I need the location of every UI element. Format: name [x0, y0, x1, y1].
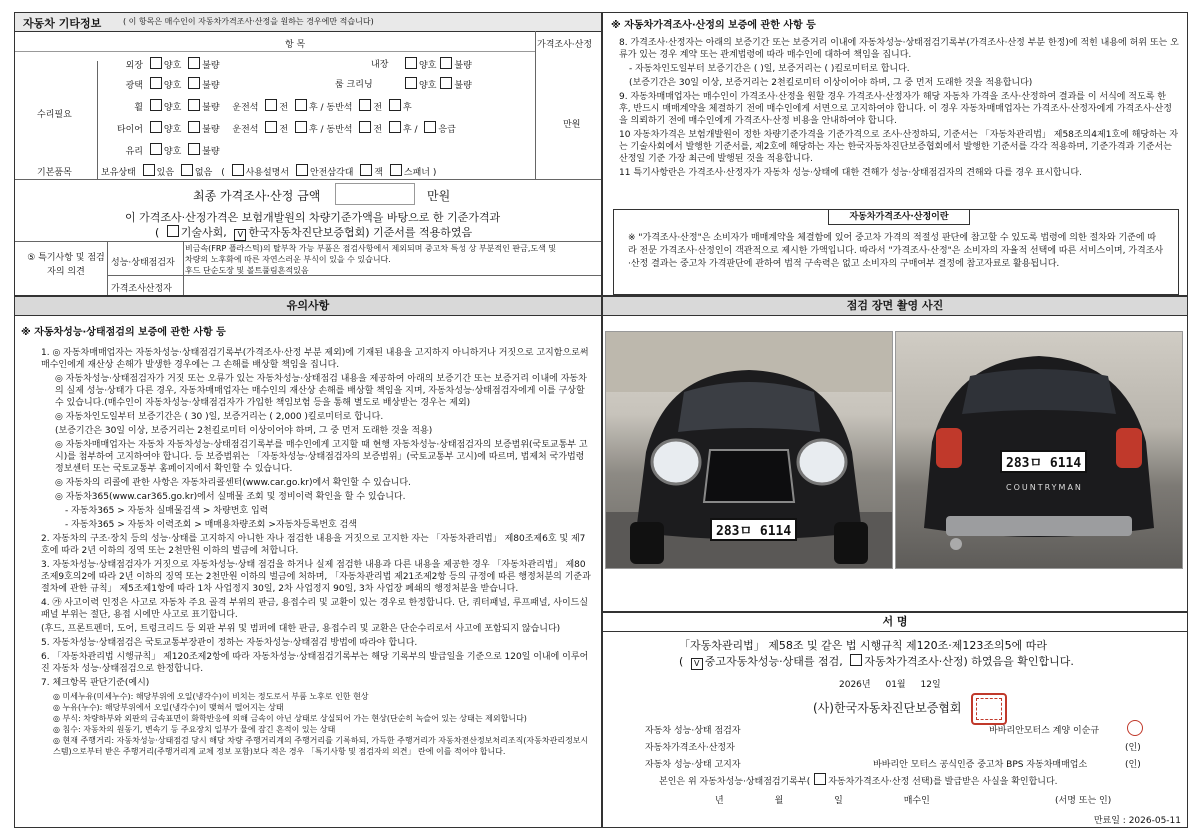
buyer-year: 년: [715, 796, 724, 806]
checkbox[interactable]: [359, 99, 371, 111]
checkbox[interactable]: [424, 121, 436, 133]
option-label: 있음: [156, 168, 175, 178]
option-label: 불량: [202, 103, 220, 113]
checkbox[interactable]: [440, 57, 452, 69]
option-label: 양호: [163, 147, 182, 157]
divider: [107, 241, 108, 296]
buyer-line-a: 본인은 위 자동차성능·상태점검기록부(: [659, 777, 811, 787]
photos-header: 점검 장면 촬영 사진: [603, 297, 1187, 316]
inspector-seal-icon: [1127, 720, 1143, 736]
issue-month: 01월: [885, 680, 906, 690]
notice-p5: 5. 자동차성능·상태점검은 국토교통부장관이 정하는 자동차성능·상태점검 방법에 따라야 합니다.: [41, 638, 418, 648]
option-label: (: [221, 168, 225, 178]
notice-p2: 2. 자동차의 구조·장치 등의 성능·상태를 고지하지 아니한 자나 점검한 내용을 거짓으로 고지한 자는 「자동차관리법」 제80조제6호 및 제7호에 따라 2년 이하의 징역 또는 2천만원 이하의 벌금에 처합니다.: [41, 534, 586, 556]
warranty-item-8-note: (보증기간은 30일 이상, 보증거리는 2천킬로미터 이상이어야 하며, 그 중 먼저 도래한 것을 적용합니다): [629, 78, 1033, 88]
notice-p1c: ◎ 자동차인도일부터 보증기간은 ( 30 )일, 보증거리는 ( 2,000 )킬로미터로 합니다.: [55, 412, 384, 422]
row-wheel: [109, 99, 529, 113]
basis-line: [155, 224, 472, 241]
checkbox[interactable]: [188, 77, 200, 89]
warranty-item-8-dist: - 자동차인도일부터 보증기간은 ( )일, 보증거리는 ( )킬로미터로 합니다.: [629, 64, 910, 74]
option-label: 응급: [438, 125, 456, 135]
checkbox[interactable]: [359, 121, 371, 133]
meaning-text: ※ "가격조사·산정"은 소비자가 매매계약을 체결함에 있어 중고차 가격의 적절성 판단에 참고할 수 있도록 법령에 의한 절차와 기준에 따라 전문 가격조사·산정인이 객관적으로 제시한 가액입니다. 따라서 "가격조사·산정"은 소비자의 자율적 선택에 따른 서비스이며, 가격조사·산정 결과는 중고차 가격판단에 관하여 법적 구속력은 없고 소비자의 구매여부 결정에 참고자료로 활용됩니다.: [628, 233, 1164, 269]
row-exterior: [109, 57, 529, 71]
option-label: 전: [373, 103, 383, 113]
special-appraiser-label: 가격조사산정자: [111, 284, 172, 294]
special-inspector-label: 성능·상태점검자: [111, 258, 175, 268]
checkbox[interactable]: [143, 164, 155, 176]
option-label: 후 / 동반석: [308, 125, 353, 135]
expiry-date: 만료일 : 2026-05-11: [1093, 816, 1181, 826]
issue-date: [839, 677, 941, 690]
option-label: 불량: [202, 147, 220, 157]
notice-p6: 6. 「자동차관리법 시행규칙」 제120조제2항에 따라 자동차성능·상태점검기록부는 해당 기록부의 발급일을 기준으로 120일 이내에 이루어진 자동차 성능·상태점검으로 한정합니다.: [41, 652, 589, 674]
notice-p3: 3. 자동차성능·상태점검자가 거짓으로 자동차성능·상태 점검을 하거나 실제 점검한 내용과 다른 내용을 제공한 경우 「자동차관리법」 제80조제9호의2에 따라 2년 이하의 징역 또는 2천만원 이하의 벌금에 처하며, 「자동차관리법 제21조제2항 등의 규정에 따른 행정처분의 기준과 절차에 관한 규칙」 제5조제1항에 따라 1차 사업정지 30일, 2차 사업정지 90일, 3차 사업장 폐쇄의 행정처분을 받습니다.: [41, 560, 591, 594]
checkbox[interactable]: [181, 164, 193, 176]
checkbox[interactable]: [150, 99, 162, 111]
divider: [15, 241, 601, 242]
notice-panel: [14, 296, 602, 828]
confirm-line: [679, 653, 1074, 670]
option-label: 없음: [194, 168, 213, 178]
checkbox-price-check[interactable]: [850, 654, 862, 666]
warranty-panel: [602, 12, 1188, 296]
option-label: 전: [279, 103, 289, 113]
notice-p7b: ◎ 누유(누수): 해당부위에서 오일(냉각수)이 맺혀서 떨어지는 상태: [53, 703, 284, 712]
row-tire: [109, 121, 529, 135]
checkbox[interactable]: [150, 121, 162, 133]
row-label: 외장: [125, 61, 143, 71]
notice-p1e: ◎ 자동차매매업자는 자동차 자동차성능·상태점검기록부를 매수인에게 고지할 때 현행 자동차성능·상태점검자의 보증범위(국토교통부 고시)를 첨부하여 고지하여야 합니다. 등 보증범위는 「자동차성능·상태점검자의 보증범위」(국토교통부 고시)에 따르며, 법제처 국가법령정보센터 또는 국토교통부 홈페이지에서 확인할 수 있습니다.: [55, 440, 588, 474]
notice-p1d: (보증기간은 30일 이상, 보증거리는 2천킬로미터 이상이어야 하며, 그 중 먼저 도래한 것을 적용): [55, 426, 433, 436]
checkbox[interactable]: [188, 143, 200, 155]
warranty-item-11: 11 특기사항란은 가격조사·산정자가 자동차 성능·상태에 대한 견해가 성능·상태점검자의 견해와 다를 경우 표시합니다.: [619, 168, 1082, 178]
misc-title: 자동차 기타정보: [23, 17, 102, 30]
checkbox[interactable]: [440, 77, 452, 89]
option-label: 후: [402, 103, 412, 113]
final-price-unit: 만원: [427, 189, 451, 203]
buyer-confirm-line: [659, 773, 1058, 787]
row-label: 휠: [134, 103, 143, 113]
meaning-box: [613, 209, 1179, 295]
group-repair-label: 수리필요: [37, 110, 72, 120]
notice-title: ※ 자동차성능·상태점검의 보증에 관한 사항 등: [21, 327, 226, 338]
notice-p7: 7. 체크항목 판단기준(예시): [41, 678, 150, 688]
checkbox[interactable]: [188, 121, 200, 133]
option-label: 스패너 ): [403, 168, 437, 178]
divider: [535, 31, 536, 179]
signature-header: 서 명: [603, 613, 1187, 632]
final-price-input[interactable]: [335, 183, 415, 205]
option-label: 사용설명서: [245, 168, 290, 178]
option-label: 중고자동차성능·상태를 점검,: [704, 655, 843, 668]
divider: [107, 275, 602, 276]
row-label: 광택: [125, 81, 143, 91]
inspector-name: 바바리안모터스 계양 이순규: [989, 726, 1100, 736]
checkbox-association[interactable]: [234, 229, 246, 241]
row-label: 유리: [125, 147, 143, 157]
notice-p1f: ◎ 자동차의 리콜에 관한 사항은 자동차리콜센터(www.car.go.kr)에서 확인할 수 있습니다.: [55, 478, 411, 488]
option-label: 양호: [419, 81, 437, 91]
basis-open: (: [155, 226, 160, 239]
notice-p4: 4. ㉮ 사고이력 인정은 사고로 자동차 주요 골격 부위의 판금, 용접수리 및 교환이 있는 경우로 한정합니다. 단, 쿼터패널, 루프패널, 사이드실패널 부위는 절단, 용접 시에만 사고로 표기합니다.: [41, 598, 589, 620]
col-price-header: 가격조사·산정: [537, 40, 593, 50]
checkbox[interactable]: [405, 77, 417, 89]
appraiser-seal: (인): [1125, 743, 1141, 753]
association-seal-icon: [971, 693, 1007, 725]
option-label: 자동차가격조사·산정) 하였음을 확인합니다.: [864, 655, 1074, 668]
issue-day: 12일: [920, 680, 941, 690]
option-label: 양호: [163, 125, 182, 135]
checkbox[interactable]: [360, 164, 372, 176]
notice-list: [41, 347, 593, 757]
special-line-2: 차량의 노후화에 따른 자연스러운 부식이 있을 수 있습니다.: [185, 255, 391, 264]
buyer-line-b: 자동차가격조사·산정 선택)를 발급받은 사실을 확인합니다.: [828, 777, 1058, 787]
front-license-plate: 283ㅁ 6114: [710, 518, 797, 541]
notice-p7e: ◎ 현재 주행거리: 자동차성능·상태점검 당시 해당 차량 주행거리계의 주행거리를 기록하되, 가득한 주행거리가 자동차전산정보처리조직(자동차관리정보시스템)으로부터 받은 주행거리(주행거리계 교체 정보 포함)보다 적은 경우 「특기사항 및 점검자의 의견」 란에 이를 적어야 합니다.: [53, 736, 589, 756]
checkbox[interactable]: [390, 164, 402, 176]
checkbox[interactable]: [150, 143, 162, 155]
buyer-day: 일: [834, 796, 843, 806]
notice-p7d: ◎ 침수: 자동차의 원동기, 변속기 등 주요장치 일부가 물에 잠긴 흔적이 있는 상태: [53, 725, 336, 734]
misc-info-panel: [14, 12, 602, 296]
checkbox[interactable]: [296, 164, 308, 176]
option-label: 불량: [454, 81, 472, 91]
option-label: 불량: [454, 61, 472, 71]
option-label: 운전석: [232, 125, 259, 135]
warranty-item-9: 9. 자동차매매업자는 매수인이 가격조사·산정을 원할 경우 가격조사·산정자가 해당 자동차 가격을 조사·산정하여 결과를 이 서식에 적도록 한 후, 반드시 매매계약을 체결하기 전에 매수인에게 서면으로 고지하여야 합니다. 이 경우 자동차매매업자는 가격조사·산정자에게 가격조사·산정을 의뢰하기 전에 매수인에게 가격조사·산정 비용을 안내하여야 합니다.: [619, 92, 1172, 126]
option-label: 불량: [202, 81, 220, 91]
row-label: 보유상태: [101, 168, 136, 178]
confirm-open: (: [679, 655, 684, 668]
checkbox-tech-society[interactable]: [167, 225, 179, 237]
signature-panel: [602, 612, 1188, 828]
warranty-title: ※ 자동차가격조사·산정의 보증에 관한 사항 등: [611, 20, 816, 31]
buyer-month: 월: [774, 796, 784, 806]
option-label: 잭: [374, 168, 383, 178]
checkbox-buyer-price[interactable]: [814, 773, 826, 785]
notice-p7a: ◎ 미세누유(미세누수): 해당부위에 오일(냉각수)이 비치는 정도로서 부품 노후로 인한 현상: [53, 692, 369, 701]
warranty-list: [611, 37, 1179, 179]
checkbox-used-car-check[interactable]: [691, 658, 703, 670]
option-label: 운전석: [232, 103, 259, 113]
buyer-date-line: [715, 793, 1155, 806]
notice-p7c: ◎ 부식: 차량하부와 외판의 금속표면이 화학반응에 의해 금속이 아닌 상태로 상실되어 가는 현상(단순히 녹슬어 있는 상태는 제외합니다): [53, 714, 527, 723]
option-label: 후 /: [402, 125, 418, 135]
warranty-item-10: 10 자동차가격은 보험개발원이 정한 차량기준가격을 기준가격으로 조사·산정하되, 기준서는 「자동차관리법」 제58조의4제1호에 해당하는 자는 기술사회에서 발행한 기준서를, 제2호에 해당하는 자는 한국자동차진단보증협회에서 발행한 기준서를 각각 적용하며, 기준가격과 기준서는 산정일 기준 가장 최근에 발행된 것을 적용합니다.: [619, 130, 1179, 164]
special-line-1: 비금속(FRP 플라스틱)의 탈부착 가능 부품은 점검사항에서 제외되며 중고차 특성 상 부분적인 판금,도색 및: [185, 244, 557, 253]
basis-text: 이 가격조사·산정가격은 보험개발원의 차량기준가액을 바탕으로 한 기준가격과: [125, 211, 501, 224]
option-label: 양호: [419, 61, 437, 71]
buyer-seal: (서명 또는 인): [1055, 796, 1112, 806]
issue-year: 2026년: [839, 680, 871, 690]
divider: [15, 51, 535, 52]
notifier-label: 자동차 성능·상태 고지자: [645, 760, 741, 770]
notice-p1b: ◎ 자동차성능·상태점검자가 거짓 또는 오류가 있는 자동차성능·상태점검 내용을 제공하여 아래의 보증기간 또는 보증거리 이내에 자동차의 실제 성능·상태가 다른 경우, 자동차매매업자는 매수인의 재산상 손해를 배상할 책임을 지며, 자동차성능·상태점검자에게 이를 구상할 수 있습니다.(매수인이 자동차성능·상태점검자가 가입한 책임보험 등을 통해 별도로 배상받는 경우는 제외): [55, 374, 587, 408]
notice-p1g: ◎ 자동차365(www.car365.go.kr)에서 실매물 조회 및 정비이력 확인을 할 수 있습니다.: [55, 492, 406, 502]
checkbox[interactable]: [389, 99, 401, 111]
notice-p1: 1. ◎ 자동차매매업자는 자동차성능·상태점검기록부(가격조사·산정 부분 제외)에 기재된 내용을 고지하지 아니하거나 거짓으로 고지함으로써 매수인에게 재산상 손해가 발생한 경우에는 그 손해를 배상할 책임을 집니다.: [41, 348, 589, 370]
checkbox[interactable]: [188, 57, 200, 69]
divider: [183, 241, 184, 296]
special-label: ⑤ 특기사항 및 점검자의 의견: [27, 253, 105, 277]
notifier-name: 바바리안 모터스 공식인증 중고차 BPS 자동차매매업소: [873, 760, 1088, 770]
checkbox[interactable]: [265, 121, 277, 133]
misc-title-bar: [15, 13, 601, 32]
appraiser-label: 자동차가격조사·산정자: [645, 743, 735, 753]
option-label: 안전삼각대: [309, 168, 354, 178]
checkbox[interactable]: [232, 164, 244, 176]
group-basic-label: 기본품목: [37, 168, 72, 178]
association-name: (사)한국자동차진단보증협회: [813, 701, 962, 715]
inspector-label: 자동차 성능·상태 점검자: [645, 726, 741, 736]
special-line-3: 후드 단순도장 및 볼트풀림흔적있음: [185, 266, 309, 275]
misc-note: ( 이 항목은 매수인이 자동차가격조사·산정을 원하는 경우에만 적습니다): [123, 17, 374, 26]
notifier-seal: (인): [1125, 760, 1141, 770]
option-label: 불량: [202, 125, 220, 135]
row-label: 타이어: [116, 125, 143, 135]
option-label: 한국자동차진단보증협회) 기준서를 적용하였음: [248, 226, 473, 239]
option-label: 전: [373, 125, 383, 135]
notice-p1i: - 자동차365 > 자동차 이력조회 > 매매용차량조회 >자동차등록번호 검색: [65, 520, 357, 530]
photos-panel: [602, 296, 1188, 612]
option-label: 전: [279, 125, 289, 135]
checkbox[interactable]: [188, 99, 200, 111]
rear-license-plate: 283ㅁ 6114: [1000, 450, 1087, 473]
col-item-header: 항 목: [285, 40, 306, 50]
checkbox[interactable]: [265, 99, 277, 111]
divider: [15, 179, 601, 180]
rear-badge: COUNTRYMAN: [1006, 483, 1083, 492]
checkbox[interactable]: [150, 77, 162, 89]
row-gloss: [109, 77, 529, 91]
option-label: 후 / 동반석: [308, 103, 353, 113]
notice-p4b: (후드, 프론트펜더, 도어, 트렁크리드 등 외판 부위 및 범퍼에 대한 판금, 용접수리 및 교환은 단순수리로서 사고에 포함되지 않습니다): [41, 624, 561, 634]
front-photo: [605, 331, 893, 569]
notice-header: 유의사항: [15, 297, 601, 316]
price-unit: 만원: [563, 120, 581, 130]
option-label: 불량: [202, 61, 220, 71]
option-label: 양호: [163, 103, 182, 113]
law-line: 「자동차관리법」 제58조 및 같은 법 시행규칙 제120조·제123조의5에 따라: [679, 639, 1047, 652]
warranty-item-8: 8. 가격조사·산정자는 아래의 보증기간 또는 보증거리 이내에 자동차성능·상태점검기록부(가격조사·산정 부분 한정)에 적힌 내용에 허위 또는 오류가 있는 경우 계약 또는 관계법령에 따라 매수인에 대하여 책임을 집니다.: [619, 38, 1179, 60]
meaning-title: 자동차가격조사·산정이란: [828, 209, 970, 225]
checkbox[interactable]: [389, 121, 401, 133]
final-price-label: 최종 가격조사·산정 금액: [193, 189, 321, 203]
option-label: 기술사회,: [180, 226, 227, 239]
row-glass: [109, 143, 529, 157]
option-label: 양호: [163, 81, 182, 91]
divider: [97, 61, 98, 179]
notice-p1h: - 자동차365 > 자동차 실매물검색 > 차량번호 입력: [65, 506, 269, 516]
checkbox[interactable]: [405, 57, 417, 69]
buyer-label: 매수인: [903, 796, 930, 806]
option-label: 양호: [163, 61, 182, 71]
row-basic-items: [97, 164, 537, 178]
checkbox[interactable]: [295, 121, 307, 133]
rear-photo: [895, 331, 1183, 569]
checkbox[interactable]: [150, 57, 162, 69]
row-label: 내장: [371, 60, 389, 70]
checkbox[interactable]: [295, 99, 307, 111]
row-label: 룸 크리닝: [335, 80, 373, 90]
